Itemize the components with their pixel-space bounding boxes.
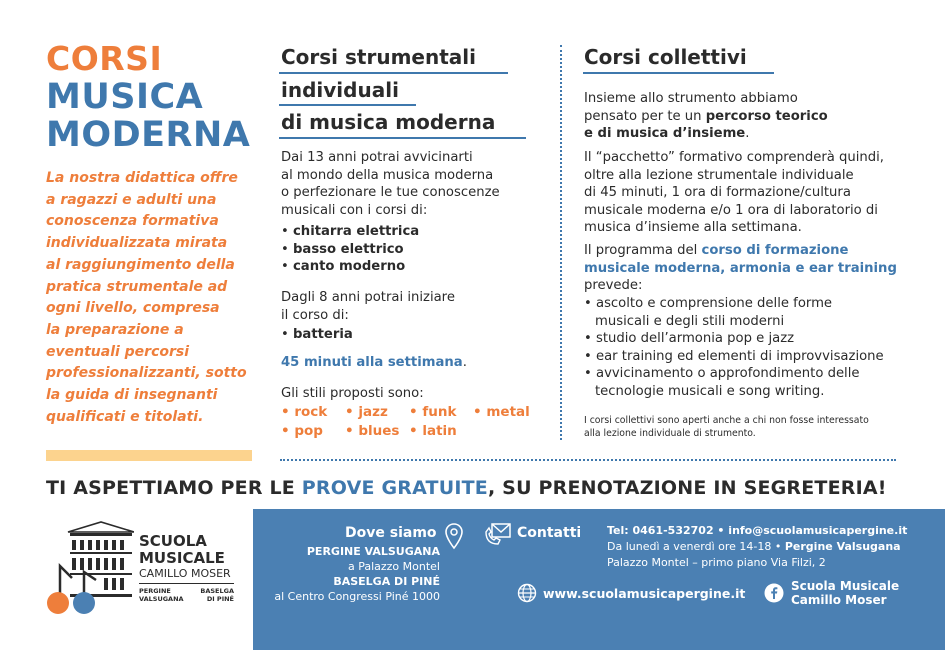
program-item: • ascolto e comprensione delle forme xyxy=(584,295,884,313)
style-metal: • metal xyxy=(473,404,530,420)
heading-underline xyxy=(279,104,416,106)
program-item: • avvicinamento o approfondimento delle xyxy=(584,365,884,383)
style-jazz: • jazz xyxy=(345,404,388,420)
program-item: • studio dell’armonia pop e jazz xyxy=(584,330,884,348)
course-list: • chitarra elettrica • basso elettrico • canto moderno xyxy=(281,223,419,276)
title-moderna: MODERNA xyxy=(46,115,251,155)
individual-heading-line2: individuali xyxy=(281,78,399,102)
contacts-address: Palazzo Montel – primo piano Via Filzi, 2 xyxy=(607,556,826,569)
logo-divider xyxy=(139,583,234,584)
contacts-hours: Da lunedì a venerdì ore 14-18 • Pergine Valsugana xyxy=(607,540,901,553)
style-latin: • latin xyxy=(409,423,457,439)
vertical-divider xyxy=(560,45,562,440)
logo-pergine: PERGINE VALSUGANA xyxy=(139,587,184,603)
collective-heading: Corsi collettivi xyxy=(584,45,747,69)
title-musica: MUSICA xyxy=(46,77,204,117)
website-link[interactable]: www.scuolamusicapergine.it xyxy=(543,586,746,601)
logo-baselga: BASELGA DI PINÉ xyxy=(200,587,234,603)
intro-text: La nostra didattica offre a ragazzi e adulti una conoscenza formativa individualizzata mirata al raggiungimento della pratica strumentale ad ogni livello, compresa la preparazione a eventuali percorsi professionalizzanti, sotto la guida di insegnanti qualificati e titolati. xyxy=(46,170,247,425)
location-pin-icon xyxy=(444,522,464,550)
collective-note: I corsi collettivi sono aperti anche a chi non fosse interessato alla lezione individuale di strumento. xyxy=(584,415,869,439)
yellow-accent-bar xyxy=(46,450,252,461)
style-rock: • rock xyxy=(281,404,328,420)
school-building-logo-icon xyxy=(44,518,134,616)
contacts-phone-email[interactable]: Tel: 0461-532702 • info@scuolamusicapergine.it xyxy=(607,524,908,537)
style-pop: • pop xyxy=(281,423,323,439)
program-item-cont: tecnologie musicali e song writing. xyxy=(595,383,825,399)
facebook-icon[interactable] xyxy=(764,583,784,603)
contacts-title: Contatti xyxy=(517,525,582,541)
collective-paragraph-3: Il programma del corso di formazione musicale moderna, armonia e ear training prevede: xyxy=(584,243,897,293)
free-trial-banner: TI ASPETTIAMO PER LE PROVE GRATUITE, SU PRENOTAZIONE IN SEGRETERIA! xyxy=(46,477,887,499)
heading-underline xyxy=(583,72,774,74)
collective-paragraph-1: Insieme allo strumento abbiamo pensato per te un percorso teorico e di musica d’insieme. xyxy=(584,91,828,141)
program-item-cont: musicali e degli stili moderni xyxy=(595,313,785,329)
heading-underline xyxy=(279,72,508,74)
where-title: Dove siamo xyxy=(345,525,437,541)
duration-text: 45 minuti alla settimana. xyxy=(281,355,467,370)
title-corsi: CORSI xyxy=(46,39,163,78)
logo-camillo-moser: CAMILLO MOSER xyxy=(139,567,231,580)
kids-paragraph: Dagli 8 anni potrai iniziare il corso di: • batteria xyxy=(281,289,455,344)
facebook-link[interactable]: Scuola Musicale Camillo Moser xyxy=(791,579,900,607)
where-addresses: PERGINE VALSUGANA a Palazzo Montel BASELGA DI PINÉ al Centro Congressi Piné 1000 xyxy=(274,545,440,603)
style-blues: • blues xyxy=(345,423,400,439)
collective-paragraph-2: Il “pacchetto” formativo comprenderà quindi, oltre alla lezione strumentale individuale di 45 minuti, 1 ora di formazione/cultura musicale moderna e/o 1 ora di laboratorio di musica d’insieme alla settimana. xyxy=(584,150,884,235)
logo-musicale: MUSICALE xyxy=(139,549,225,567)
individual-paragraph: Dai 13 anni potrai avvicinarti al mondo della musica moderna o perfezionare le tue conoscenze musicali con i corsi di: xyxy=(281,150,500,218)
styles-intro: Gli stili proposti sono: xyxy=(281,386,424,401)
horizontal-divider xyxy=(280,459,896,461)
program-list xyxy=(584,295,884,400)
style-funk: • funk xyxy=(409,404,457,420)
individual-heading-line1: Corsi strumentali xyxy=(281,45,476,69)
program-item: • ear training ed elementi di improvvisazione xyxy=(584,348,884,366)
phone-mail-icon xyxy=(484,522,512,546)
individual-heading-line3: di musica moderna xyxy=(281,110,496,134)
globe-icon xyxy=(517,583,537,603)
heading-underline xyxy=(279,137,526,139)
logo-scuola: SCUOLA xyxy=(139,532,207,550)
